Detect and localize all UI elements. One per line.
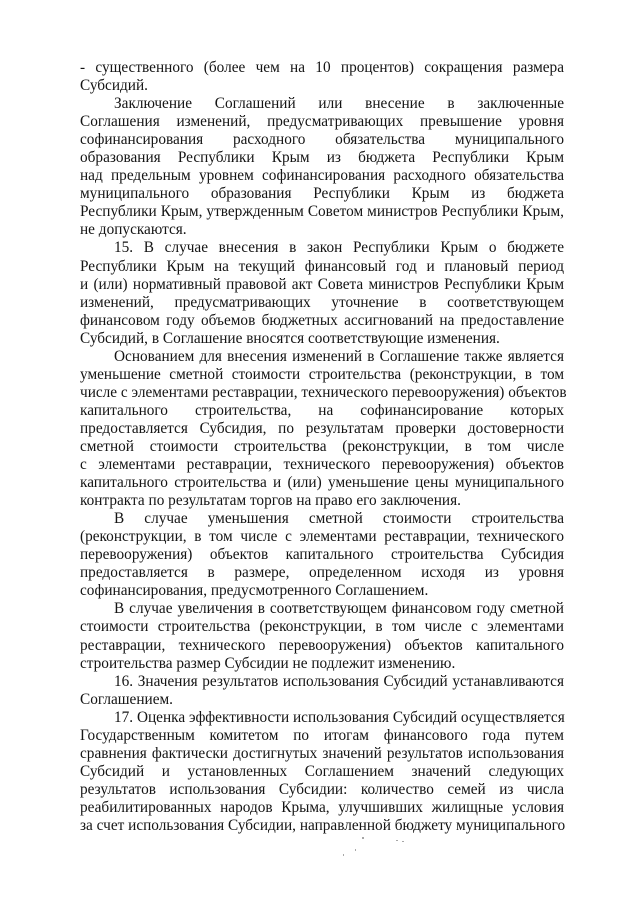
paragraph bbox=[80, 709, 564, 835]
text-line: реставрации, технического перевооружения) объектов капитального bbox=[80, 636, 564, 654]
scan-artifact bbox=[340, 834, 420, 858]
paragraph bbox=[80, 95, 564, 239]
text-line: капитального строительства, на софинансирование которых bbox=[80, 401, 564, 419]
text-line: Республики Крым на текущий финансовый год и плановый период bbox=[80, 257, 564, 275]
text-line: строительства размер Субсидии не подлежит изменению. bbox=[80, 654, 456, 672]
text-line: софинансирования расходного обязательства муниципального bbox=[80, 131, 564, 149]
text-line: финансовом году объемов бюджетных ассигнований на предоставление bbox=[80, 311, 564, 329]
text-line: В случае увеличения в соответствующем финансовом году сметной bbox=[114, 600, 564, 618]
text-line: с элементами реставрации, технического перевооружения) объектов bbox=[80, 456, 564, 474]
text-line: образования Республики Крым из бюджета Республики Крым bbox=[80, 149, 564, 167]
text-line: - существенного (более чем на 10 процентов) сокращения размера bbox=[80, 59, 564, 76]
text-line: Соглашением. bbox=[80, 690, 174, 708]
text-line: контракта по результатам торгов на право его заключения. bbox=[80, 492, 461, 510]
text-line: над предельным уровнем софинансирования расходного обязательства bbox=[80, 167, 564, 185]
text-line: капитального строительства и (или) уменьшение цены муниципального bbox=[80, 474, 564, 492]
text-line: и (или) нормативный правовой акт Совета министров Республики Крым bbox=[80, 275, 564, 293]
text-line: числе с элементами реставрации, технического перевооружения) объектов bbox=[80, 383, 567, 401]
text-line: Субсидий и установленных Соглашением значений следующих bbox=[80, 762, 564, 780]
text-line: (реконструкции, в том числе с элементами реставрации, технического bbox=[80, 528, 564, 546]
text-line: сравнения фактически достигнутых значений результатов использования bbox=[80, 744, 564, 762]
text-line: за счет использования Субсидии, направленной бюджету муниципального bbox=[80, 816, 566, 834]
text-line: результатов использования Субсидии: количество семей из числа bbox=[80, 780, 564, 798]
text-line: Соглашения изменений, предусматривающих превышение уровня bbox=[80, 113, 564, 131]
text-line: муниципального образования Республики Крым из бюджета bbox=[80, 185, 564, 203]
paragraph bbox=[80, 510, 564, 600]
text-line: Основанием для внесения изменений в Соглашение также является bbox=[114, 347, 564, 365]
text-line: предоставляется Субсидия, по результатам проверки достоверности bbox=[80, 419, 564, 437]
text-line: софинансирования, предусмотренного Соглашением. bbox=[80, 582, 429, 600]
text-line: уменьшение сметной стоимости строительства (реконструкции, в том bbox=[80, 365, 564, 383]
text-line: изменений, предусматривающих уточнение в соответствующем bbox=[80, 293, 564, 311]
paragraph bbox=[80, 59, 564, 95]
text-line: 15. В случае внесения в закон Республики Крым о бюджете bbox=[114, 239, 564, 257]
text-line: 16. Значения результатов использования Субсидий устанавливаются bbox=[114, 672, 564, 690]
text-line: 17. Оценка эффективности использования Субсидий осуществляется bbox=[114, 708, 565, 726]
text-line: не допускаются. bbox=[80, 221, 187, 239]
text-line: стоимости строительства (реконструкции, в том числе с элементами bbox=[80, 618, 564, 636]
text-line: сметной стоимости строительства (реконструкции, в том числе bbox=[80, 437, 564, 455]
text-line: Субсидий, в Соглашение вносятся соответствующие изменения. bbox=[80, 329, 500, 347]
text-line: В случае уменьшения сметной стоимости строительства bbox=[114, 510, 564, 528]
paragraph bbox=[80, 347, 567, 510]
paragraph bbox=[80, 673, 564, 709]
paragraph bbox=[80, 239, 564, 347]
text-line: реабилитированных народов Крыма, улучшивших жилищные условия bbox=[80, 798, 564, 816]
document-body bbox=[80, 59, 567, 835]
text-line: Государственным комитетом по итогам финансового года путем bbox=[80, 726, 564, 744]
text-line: Заключение Соглашений или внесение в заключенные bbox=[114, 95, 564, 113]
text-line: предоставляется в размере, определенном исходя из уровня bbox=[80, 564, 564, 582]
text-line: Субсидий. bbox=[80, 77, 149, 95]
text-line: Республики Крым, утвержденным Советом министров Республики Крым, bbox=[80, 203, 564, 221]
text-line: перевооружения) объектов капитального строительства Субсидия bbox=[80, 546, 564, 564]
paragraph bbox=[80, 600, 564, 672]
